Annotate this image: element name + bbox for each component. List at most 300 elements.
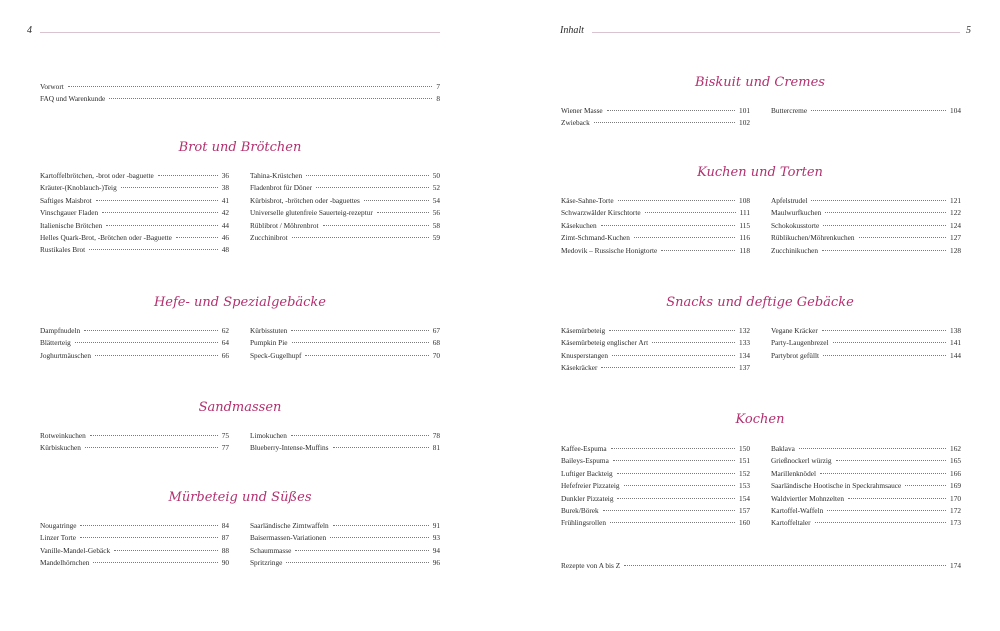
toc-entry-page: 160 (739, 518, 750, 528)
toc-entry-page: 104 (950, 106, 961, 115)
toc-entry-page: 42 (221, 208, 229, 218)
toc-entry (250, 220, 440, 232)
toc-entry (561, 195, 750, 207)
toc-entry (561, 493, 750, 505)
toc-entry (250, 195, 440, 207)
header-rule-left (40, 32, 440, 33)
toc-entry-page: 88 (221, 545, 229, 555)
toc-entry-page: 93 (432, 533, 440, 543)
toc-entry-page: 101 (739, 106, 750, 115)
dot-leader (617, 498, 735, 499)
toc-entry (250, 207, 440, 219)
toc-entry (40, 520, 229, 532)
toc-entry-page: 127 (950, 233, 961, 243)
dot-leader (823, 225, 946, 226)
toc-entry (561, 517, 750, 529)
toc-entry (40, 430, 229, 442)
dot-leader (84, 330, 218, 331)
toc-entry (40, 350, 229, 362)
toc-entry-title: Speck-Gugelhupf (250, 350, 302, 360)
dot-leader (618, 200, 735, 201)
toc-entry (40, 337, 229, 349)
section-title-muerbe: Mürbeteig und Süßes (168, 490, 312, 505)
toc-entry-title: Saarländische Hootische in Speckrahmsauce (771, 481, 902, 491)
toc-entry-title: Vinschgauer Fladen (40, 208, 99, 218)
toc-entry-title: Käse-Sahne-Torte (561, 196, 614, 205)
toc-entry-page: 152 (739, 468, 750, 478)
toc-entry-page: 174 (950, 561, 961, 570)
toc-entry-title: Schokokusstorte (771, 220, 820, 230)
toc-entry-title: Kartoffeltaler (771, 518, 811, 528)
toc-entry-page: 122 (950, 208, 961, 218)
right-page-number: 5 (966, 25, 971, 36)
toc-entry (771, 207, 961, 219)
section-title-snacks: Snacks und deftige Gebäcke (666, 295, 854, 310)
dot-leader (80, 525, 217, 526)
toc-entry (561, 443, 750, 455)
toc-kochen-col2 (771, 443, 961, 530)
dot-leader (377, 212, 429, 213)
toc-entry-title: Maulwurfkuchen (771, 208, 822, 218)
toc-entry-title: Zimt-Schmand-Kuchen (561, 233, 630, 243)
toc-entry-title: Spritzringe (250, 558, 283, 568)
toc-entry-page: 38 (221, 183, 229, 193)
dot-leader (609, 330, 735, 331)
dot-leader (106, 225, 218, 226)
toc-entry-page: 58 (432, 220, 440, 230)
toc-entry-title: Schwarzwälder Kirschtorte (561, 208, 641, 218)
toc-entry-title: Mandelhörnchen (40, 558, 90, 568)
dot-leader (820, 473, 946, 474)
toc-entry-page: 68 (432, 338, 440, 348)
toc-entry-page: 52 (432, 183, 440, 193)
toc-entry (40, 81, 440, 93)
toc-kuchen-col1 (561, 195, 750, 257)
toc-entry-page: 150 (739, 444, 750, 453)
toc-snacks-col1 (561, 325, 750, 375)
toc-entry-page: 36 (221, 171, 229, 180)
dot-leader (645, 212, 736, 213)
toc-entry-page: 75 (221, 431, 229, 440)
toc-entry-page: 50 (432, 171, 440, 180)
toc-entry-title: Medovik – Russische Honigtorte (561, 245, 658, 255)
toc-entry-page: 81 (432, 443, 440, 453)
toc-entry-title: Marillenknödel (771, 468, 816, 478)
toc-entry (771, 517, 961, 529)
dot-leader (811, 110, 946, 111)
toc-entry (561, 337, 750, 349)
toc-entry (40, 195, 229, 207)
toc-entry-page: 64 (221, 338, 229, 348)
dot-leader (80, 537, 218, 538)
dot-leader (827, 510, 946, 511)
toc-entry-title: Tahina-Krüstchen (250, 171, 303, 180)
dot-leader (316, 187, 429, 188)
toc-entry (250, 520, 440, 532)
toc-entry-page: 128 (950, 245, 961, 255)
toc-hefe-col1 (40, 325, 229, 362)
toc-entry-page: 134 (739, 350, 750, 360)
toc-brot-col2 (250, 170, 440, 244)
toc-entry-page: 54 (432, 195, 440, 205)
dot-leader (822, 330, 946, 331)
toc-entry (771, 105, 961, 117)
toc-entry-title: Frühlingsrollen (561, 518, 606, 528)
dot-leader (364, 200, 429, 201)
toc-entry-page: 48 (221, 245, 229, 255)
toc-entry-title: Linzer Torte (40, 533, 77, 543)
toc-entry-title: Wiener Masse (561, 106, 603, 115)
toc-entry-title: Grießnockerl würzig (771, 456, 832, 466)
toc-entry (40, 182, 229, 194)
toc-entry-title: Rezepte von A bis Z (561, 561, 621, 570)
toc-entry-page: 44 (221, 220, 229, 230)
toc-entry (561, 468, 750, 480)
toc-entry-page: 124 (950, 220, 961, 230)
toc-entry-title: Dunkler Pizzateig (561, 493, 614, 503)
toc-entry (771, 455, 961, 467)
toc-entry-title: Käsemürbeteig (561, 326, 606, 335)
toc-entry-page: 66 (221, 350, 229, 360)
dot-leader (102, 212, 218, 213)
toc-entry (561, 325, 750, 337)
toc-entry (561, 505, 750, 517)
toc-entry (771, 245, 961, 257)
toc-entry-title: Käsekuchen (561, 220, 597, 230)
toc-entry-title: Kürbisstuten (250, 326, 288, 335)
toc-entry-title: Fladenbrot für Döner (250, 183, 313, 193)
toc-entry-title: Kaffee-Espuma (561, 444, 607, 453)
dot-leader (836, 460, 946, 461)
dot-leader (823, 355, 946, 356)
dot-leader (176, 237, 218, 238)
toc-entry-page: 118 (739, 245, 750, 255)
toc-entry-title: Baileys-Espuma (561, 456, 609, 466)
toc-entry-title: Joghurtmäuschen (40, 350, 92, 360)
dot-leader (121, 187, 218, 188)
toc-kochen-col1 (561, 443, 750, 530)
dot-leader (624, 485, 736, 486)
toc-entry-title: Universelle glutenfreie Sauerteig-rezeptur (250, 208, 373, 218)
dot-leader (114, 550, 218, 551)
dot-leader (848, 498, 946, 499)
toc-entry (250, 325, 440, 337)
toc-entry (40, 170, 229, 182)
section-title-hefe: Hefe- und Spezialgebäcke (153, 295, 327, 310)
toc-entry-title: Baisermassen-Variationen (250, 533, 327, 543)
toc-entry (561, 245, 750, 257)
toc-entry (250, 442, 440, 454)
toc-entry-page: 141 (950, 338, 961, 348)
toc-entry-page: 108 (739, 196, 750, 205)
toc-entry (561, 455, 750, 467)
toc-entry (771, 505, 961, 517)
dot-leader (613, 460, 735, 461)
toc-entry-page: 59 (432, 232, 440, 242)
toc-entry-page: 132 (739, 326, 750, 335)
dot-leader (68, 86, 433, 87)
toc-entry-page: 56 (432, 208, 440, 218)
section-title-kuchen: Kuchen und Torten (697, 165, 823, 180)
dot-leader (85, 447, 218, 448)
toc-entry (40, 93, 440, 105)
toc-entry-page: 166 (950, 468, 961, 478)
toc-entry-title: Saftiges Maisbrot (40, 195, 92, 205)
toc-entry-title: Vegane Kräcker (771, 326, 818, 335)
toc-entry-page: 96 (432, 558, 440, 568)
toc-entry-title: Vorwort (40, 82, 64, 91)
dot-leader (661, 250, 735, 251)
dot-leader (811, 200, 946, 201)
toc-entry-page: 121 (950, 196, 961, 205)
toc-entry (40, 207, 229, 219)
dot-leader (607, 110, 735, 111)
dot-leader (624, 565, 946, 566)
toc-entry (250, 350, 440, 362)
toc-entry (561, 362, 750, 374)
toc-entry (250, 430, 440, 442)
dot-leader (612, 355, 735, 356)
toc-entry (771, 350, 961, 362)
section-title-brot: Brot und Brötchen (178, 140, 302, 155)
dot-leader (330, 537, 429, 538)
toc-entry-title: Limokuchen (250, 431, 287, 440)
toc-entry-page: 111 (739, 208, 750, 218)
toc-entry (561, 105, 750, 117)
toc-entry-title: Kräuter-(Knoblauch-)Teig (40, 183, 117, 193)
dot-leader (109, 98, 432, 99)
toc-entry-page: 153 (739, 481, 750, 491)
dot-leader (90, 435, 218, 436)
toc-entry-page: 157 (739, 505, 750, 515)
toc-index-list (561, 560, 961, 572)
toc-entry-title: Hefefreier Pizzateig (561, 481, 620, 491)
toc-entry-page: 91 (432, 521, 440, 530)
section-title-biskuit: Biskuit und Cremes (695, 75, 825, 90)
toc-entry-title: Vanille-Mandel-Gebäck (40, 545, 111, 555)
dot-leader (333, 447, 429, 448)
toc-entry-page: 70 (432, 350, 440, 360)
dot-leader (333, 525, 429, 526)
toc-entry-page: 62 (221, 326, 229, 335)
toc-sand-col1 (40, 430, 229, 455)
dot-leader (859, 237, 947, 238)
toc-entry-page: 77 (221, 443, 229, 453)
toc-entry-page: 138 (950, 326, 961, 335)
toc-entry (771, 480, 961, 492)
toc-entry-page: 165 (950, 456, 961, 466)
toc-biskuit-col1 (561, 105, 750, 130)
dot-leader (292, 342, 429, 343)
toc-entry (771, 220, 961, 232)
toc-entry (561, 232, 750, 244)
toc-entry-title: FAQ und Warenkunde (40, 94, 106, 104)
toc-entry-title: Zwieback (561, 118, 590, 128)
toc-entry (40, 220, 229, 232)
toc-entry-title: Rüblibrot / Möhrenbrot (250, 220, 319, 230)
toc-entry (771, 443, 961, 455)
toc-entry (561, 117, 750, 129)
section-title-kochen: Kochen (735, 412, 785, 427)
toc-entry-title: Rotweinkuchen (40, 431, 86, 440)
toc-sand-col2 (250, 430, 440, 455)
toc-entry-title: Kürbiskuchen (40, 443, 81, 453)
toc-entry (771, 325, 961, 337)
toc-muerbe-col1 (40, 520, 229, 570)
dot-leader (611, 448, 735, 449)
toc-entry-title: Schaummasse (250, 545, 292, 555)
toc-entry (40, 532, 229, 544)
dot-leader (291, 435, 429, 436)
left-page-number: 4 (27, 25, 32, 36)
dot-leader (799, 448, 946, 449)
toc-entry (561, 207, 750, 219)
toc-entry-page: 41 (221, 195, 229, 205)
toc-entry-title: Kürbisbrot, -brötchen oder -baguettes (250, 195, 360, 205)
dot-leader (825, 212, 946, 213)
dot-leader (89, 249, 218, 250)
toc-entry (250, 545, 440, 557)
dot-leader (610, 522, 735, 523)
dot-leader (306, 175, 429, 176)
dot-leader (594, 122, 735, 123)
toc-entry (771, 232, 961, 244)
toc-entry-page: 151 (739, 456, 750, 466)
toc-kuchen-col2 (771, 195, 961, 257)
page-title: Inhalt (560, 25, 584, 36)
toc-entry-page: 173 (950, 518, 961, 528)
dot-leader (822, 250, 946, 251)
toc-entry-page: 8 (436, 94, 440, 104)
toc-entry-page: 46 (221, 232, 229, 242)
toc-entry-title: Zucchinikuchen (771, 245, 819, 255)
toc-entry-title: Blätterteig (40, 338, 71, 348)
toc-entry (40, 557, 229, 569)
toc-entry (771, 337, 961, 349)
toc-entry-title: Buttercreme (771, 106, 808, 115)
toc-entry-title: Zucchinibrot (250, 232, 288, 242)
toc-brot-col1 (40, 170, 229, 257)
dot-leader (617, 473, 735, 474)
toc-entry-title: Saarländische Zimtwaffeln (250, 521, 329, 530)
toc-entry-title: Italienische Brötchen (40, 220, 103, 230)
toc-entry-title: Baklava (771, 444, 795, 453)
toc-entry-title: Luftiger Backteig (561, 468, 613, 478)
toc-entry (561, 350, 750, 362)
toc-entry (250, 232, 440, 244)
toc-entry-title: Dampfnudeln (40, 326, 81, 335)
toc-entry-title: Kartoffel-Waffeln (771, 505, 824, 515)
dot-leader (158, 175, 218, 176)
toc-entry (250, 182, 440, 194)
toc-entry-page: 154 (739, 493, 750, 503)
dot-leader (286, 562, 428, 563)
toc-entry-page: 169 (950, 481, 961, 491)
dot-leader (292, 237, 429, 238)
toc-entry-title: Knusperstangen (561, 350, 609, 360)
dot-leader (75, 342, 218, 343)
toc-entry (250, 557, 440, 569)
toc-entry-page: 67 (432, 326, 440, 335)
dot-leader (291, 330, 428, 331)
toc-entry-title: Nougatringe (40, 521, 77, 530)
toc-intro-list (40, 81, 440, 106)
toc-entry (40, 545, 229, 557)
toc-entry-title: Rüblikuchen/Möhrenkuchen (771, 233, 855, 243)
toc-entry-title: Käsekräcker (561, 363, 598, 373)
dot-leader (601, 225, 736, 226)
dot-leader (96, 200, 218, 201)
toc-entry (561, 560, 961, 572)
dot-leader (652, 342, 735, 343)
toc-entry-title: Waldviertler Mohnzelten (771, 493, 844, 503)
toc-entry-page: 78 (432, 431, 440, 440)
toc-entry-page: 102 (739, 118, 750, 128)
toc-entry (40, 325, 229, 337)
toc-entry-page: 144 (950, 350, 961, 360)
toc-entry (561, 220, 750, 232)
toc-entry-page: 87 (221, 533, 229, 543)
toc-entry (40, 442, 229, 454)
dot-leader (905, 485, 946, 486)
toc-hefe-col2 (250, 325, 440, 362)
toc-entry-title: Pumpkin Pie (250, 338, 288, 348)
dot-leader (833, 342, 947, 343)
toc-entry-page: 84 (221, 521, 229, 530)
toc-entry-title: Helles Quark-Brot, -Brötchen oder -Baguette (40, 232, 172, 242)
dot-leader (95, 355, 218, 356)
header-rule-right (592, 32, 960, 33)
toc-entry-page: 90 (221, 558, 229, 568)
toc-entry-page: 162 (950, 444, 961, 453)
dot-leader (601, 367, 735, 368)
toc-entry-title: Rustikales Brot (40, 245, 86, 255)
toc-entry (771, 195, 961, 207)
toc-entry-page: 170 (950, 493, 961, 503)
dot-leader (815, 522, 946, 523)
dot-leader (323, 225, 429, 226)
toc-entry (250, 337, 440, 349)
toc-entry-title: Käsemürbeteig englischer Art (561, 338, 649, 348)
toc-entry (561, 480, 750, 492)
toc-entry (771, 493, 961, 505)
dot-leader (634, 237, 735, 238)
toc-entry-title: Kartoffelbrötchen, -brot oder -baguette (40, 171, 154, 180)
toc-biskuit-col2 (771, 105, 961, 117)
toc-entry-page: 94 (432, 545, 440, 555)
toc-entry-page: 137 (739, 363, 750, 373)
dot-leader (93, 562, 217, 563)
toc-entry-page: 115 (739, 220, 750, 230)
toc-entry-title: Partybrot gefüllt (771, 350, 820, 360)
toc-muerbe-col2 (250, 520, 440, 570)
section-title-sand: Sandmassen (198, 400, 282, 415)
toc-entry-title: Party-Laugenbrezel (771, 338, 829, 348)
toc-entry (40, 244, 229, 256)
toc-entry (40, 232, 229, 244)
toc-entry (250, 170, 440, 182)
toc-snacks-col2 (771, 325, 961, 362)
toc-entry (250, 532, 440, 544)
toc-entry-title: Burek/Börek (561, 505, 599, 515)
toc-entry-page: 133 (739, 338, 750, 348)
toc-entry (771, 468, 961, 480)
toc-entry-title: Blueberry-Intense-Muffins (250, 443, 329, 453)
toc-entry-page: 172 (950, 505, 961, 515)
toc-entry-page: 7 (436, 82, 440, 91)
dot-leader (603, 510, 735, 511)
dot-leader (305, 355, 428, 356)
